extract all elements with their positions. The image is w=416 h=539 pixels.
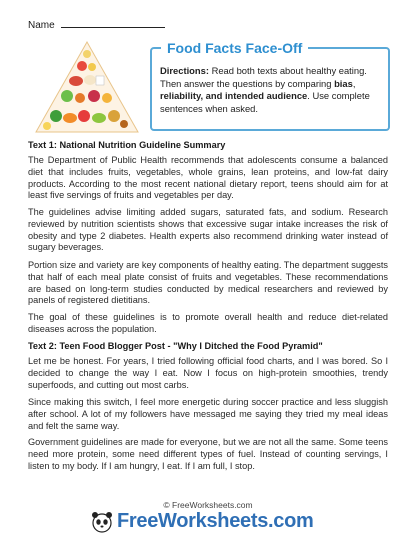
text2-paragraph-3: Government guidelines are made for everyone, but we are not all the same. Some teens need more protein, some need different types of fuel. Instead of counting servings, I listen to my body. If I am hungry, I eat. If I am full, I stop. <box>28 437 388 471</box>
directions-part-1: Read both texts about healthy eating. Then answer the questions by comparing <box>160 65 367 89</box>
directions-part-2: . Use complete sentences when asked. <box>160 90 370 114</box>
text1-paragraph-1: The Department of Public Health recommends that adolescents consume a balanced diet that includes fruits, vegetables, whole grains, lean proteins, and low-fat dairy products. According to the most recent national dietary report, teens should aim for at least five servings of fruits and vegetables per day. <box>28 155 388 201</box>
directions-separator: , <box>352 77 356 89</box>
directions-label: Directions: <box>160 65 209 76</box>
text2-paragraph-2: Since making this switch, I feel more energetic during soccer practice and less sluggish after school. A lot of my followers have messaged me saying they tried my meal ideas and felt the same way. <box>28 397 388 431</box>
footer-logo <box>91 510 314 533</box>
text1-paragraph-2: The guidelines advise limiting added sugars, saturated fats, and sodium. Research reviewed by nutrition scientists shows that excessive sugar intake increases the risk of obesity and type 2 diabetes. Health experts also recommend drinking water instead of sugary beverages. <box>28 207 388 253</box>
name-field-row <box>28 18 165 31</box>
text2-heading: Text 2: Teen Food Blogger Post - "Why I Ditched the Food Pyramid" <box>28 341 323 351</box>
text1-paragraph-3: Portion size and variety are key components of healthy eating. The department suggests that half of each meal plate consist of fruits and vegetables. These recommendations are based on long-term studies conducted by medical researchers and reviewed by panels of registered dietitians. <box>28 260 388 306</box>
footer-url: © FreeWorksheets.com <box>163 500 253 510</box>
directions-bold-bias: bias <box>334 77 353 89</box>
food-pyramid-illustration <box>32 40 142 136</box>
title-directions-box <box>150 40 390 131</box>
directions-bold-criteria: reliability, and intended audience <box>160 90 308 102</box>
brand-name: FreeWorksheets.com <box>117 510 314 532</box>
text1-paragraph-4: The goal of these guidelines is to promote overall health and reduce diet-related diseases across the population. <box>28 312 388 334</box>
name-blank-line[interactable] <box>61 18 165 28</box>
text2-paragraph-1: Let me be honest. For years, I tried following official food charts, and I was bored. So I decided to change the way I eat. Now I focus on high-protein smoothies, trendy superfoods, and cutting out most carbs. <box>28 356 388 390</box>
panda-icon <box>91 511 113 533</box>
text1-heading: Text 1: National Nutrition Guideline Summary <box>28 140 226 150</box>
worksheet-title: Food Facts Face-Off <box>161 40 308 56</box>
name-label: Name <box>28 20 55 31</box>
directions-text <box>160 65 386 115</box>
